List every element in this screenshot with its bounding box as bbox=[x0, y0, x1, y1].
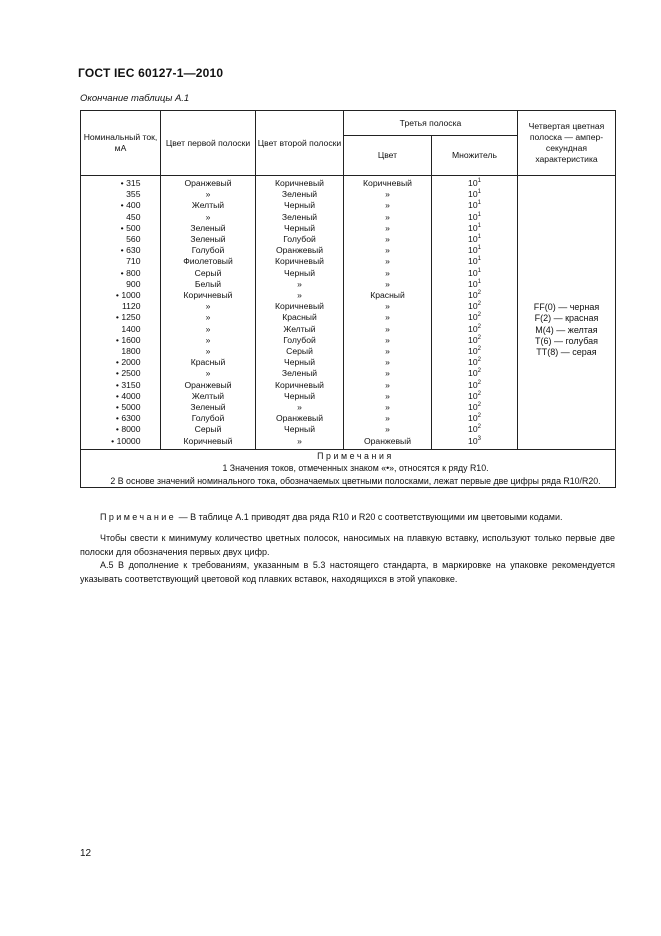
multiplier-base: 10 bbox=[468, 178, 478, 188]
multiplier-base: 10 bbox=[468, 346, 478, 357]
multiplier-exponent: 1 bbox=[477, 178, 481, 184]
multiplier-exponent: 1 bbox=[477, 211, 481, 218]
fourth-stripe-value: F(2) — красная bbox=[534, 313, 599, 324]
nominal-value: 630 bbox=[126, 245, 141, 256]
multiplier-exponent: 1 bbox=[477, 200, 481, 207]
cell-fourth-stripe bbox=[518, 176, 616, 450]
nominal-value: 710 bbox=[126, 256, 141, 267]
cell-first-stripe: Оранжевый bbox=[161, 176, 256, 190]
cell-second-stripe: » bbox=[256, 436, 344, 450]
header-first-stripe: Цвет первой полоски bbox=[161, 111, 256, 176]
cell-multiplier bbox=[432, 256, 518, 267]
cell-second-stripe: Коричневый bbox=[256, 256, 344, 267]
cell-nominal bbox=[81, 268, 161, 279]
multiplier-exponent: 2 bbox=[477, 312, 481, 319]
cell-third-color: » bbox=[344, 380, 432, 391]
multiplier-exponent: 2 bbox=[477, 357, 481, 364]
cell-first-stripe: Желтый bbox=[161, 200, 256, 211]
cell-first-stripe: » bbox=[161, 301, 256, 312]
cell-nominal bbox=[81, 368, 161, 379]
nominal-value: 10000 bbox=[116, 435, 141, 446]
nominal-value: 1600 bbox=[121, 334, 141, 345]
cell-nominal bbox=[81, 189, 161, 200]
nominal-value: 8000 bbox=[121, 424, 141, 435]
cell-nominal bbox=[81, 424, 161, 435]
r10-bullet: • bbox=[115, 402, 119, 413]
notes-title: Примечания bbox=[317, 450, 394, 461]
cell-first-stripe: Коричневый bbox=[161, 436, 256, 450]
cell-nominal bbox=[81, 301, 161, 312]
nominal-value: 560 bbox=[126, 234, 141, 245]
cell-third-color: » bbox=[344, 357, 432, 368]
cell-nominal bbox=[81, 436, 161, 450]
table-caption: Окончание таблицы А.1 bbox=[80, 93, 190, 104]
cell-multiplier bbox=[432, 424, 518, 435]
cell-second-stripe: Голубой bbox=[256, 335, 344, 346]
nominal-value: 500 bbox=[126, 222, 141, 233]
cell-multiplier bbox=[432, 234, 518, 245]
r10-bullet: • bbox=[115, 379, 119, 390]
table-row bbox=[81, 176, 616, 190]
cell-multiplier bbox=[432, 402, 518, 413]
cell-multiplier bbox=[432, 279, 518, 290]
cell-multiplier bbox=[432, 391, 518, 402]
r10-bullet: • bbox=[115, 357, 119, 368]
r10-bullet: • bbox=[120, 200, 124, 211]
cell-first-stripe: » bbox=[161, 368, 256, 379]
header-third-multiplier: Множитель bbox=[432, 136, 518, 176]
multiplier-exponent: 1 bbox=[477, 256, 481, 263]
r10-bullet: • bbox=[115, 424, 119, 435]
nominal-value: 355 bbox=[126, 189, 141, 200]
cell-second-stripe: Черный bbox=[256, 357, 344, 368]
cell-multiplier bbox=[432, 176, 518, 190]
multiplier-exponent: 2 bbox=[477, 402, 481, 409]
multiplier-base: 10 bbox=[468, 323, 478, 334]
cell-third-color: » bbox=[344, 346, 432, 357]
fourth-stripe-value: FF(0) — черная bbox=[533, 302, 600, 313]
cell-first-stripe: Красный bbox=[161, 357, 256, 368]
multiplier-exponent: 2 bbox=[477, 290, 481, 297]
header-nominal-current: Номинальный ток, мА bbox=[81, 111, 161, 176]
fourth-stripe-value: T(6) — голубая bbox=[534, 336, 599, 347]
cell-multiplier bbox=[432, 223, 518, 234]
cell-nominal bbox=[81, 290, 161, 301]
cell-third-color: » bbox=[344, 391, 432, 402]
cell-second-stripe: Красный bbox=[256, 312, 344, 323]
cell-nominal bbox=[81, 176, 161, 190]
cell-nominal bbox=[81, 391, 161, 402]
r10-bullet: • bbox=[115, 334, 119, 345]
r10-bullet: • bbox=[115, 312, 119, 323]
cell-multiplier bbox=[432, 301, 518, 312]
cell-nominal bbox=[81, 212, 161, 223]
nominal-value: 1250 bbox=[121, 312, 141, 323]
cell-third-color: » bbox=[344, 312, 432, 323]
cell-nominal bbox=[81, 245, 161, 256]
paragraph-a5: А.5 В дополнение к требованиям, указанным в 5.3 настоящего стандарта, в маркировке на упаковке рекомендуется указывать соответствующий цветовой код плавких вставок, находящихся в этой упаковке. bbox=[80, 560, 615, 584]
document-header: ГОСТ IEC 60127-1—2010 bbox=[78, 66, 224, 80]
cell-multiplier bbox=[432, 436, 518, 450]
cell-first-stripe: Зеленый bbox=[161, 234, 256, 245]
multiplier-exponent: 3 bbox=[477, 435, 481, 442]
header-third-color: Цвет bbox=[344, 136, 432, 176]
table-notes bbox=[81, 449, 616, 488]
cell-third-color: » bbox=[344, 223, 432, 234]
cell-second-stripe: Черный bbox=[256, 391, 344, 402]
multiplier-base: 10 bbox=[468, 435, 478, 446]
cell-first-stripe: Голубой bbox=[161, 413, 256, 424]
nominal-value: 3150 bbox=[121, 379, 141, 390]
cell-nominal bbox=[81, 223, 161, 234]
table-body bbox=[81, 176, 616, 488]
note-label: Примечание bbox=[100, 512, 177, 522]
multiplier-exponent: 2 bbox=[477, 334, 481, 341]
cell-first-stripe: Серый bbox=[161, 268, 256, 279]
nominal-value: 2500 bbox=[121, 368, 141, 379]
cell-second-stripe: Коричневый bbox=[256, 301, 344, 312]
cell-first-stripe: Голубой bbox=[161, 245, 256, 256]
cell-multiplier bbox=[432, 413, 518, 424]
cell-nominal bbox=[81, 335, 161, 346]
nominal-value: 800 bbox=[126, 267, 141, 278]
nominal-value: 400 bbox=[126, 200, 141, 211]
cell-second-stripe: » bbox=[256, 290, 344, 301]
cell-second-stripe: Зеленый bbox=[256, 368, 344, 379]
multiplier-base: 10 bbox=[468, 256, 478, 267]
cell-first-stripe: » bbox=[161, 189, 256, 200]
multiplier-exponent: 2 bbox=[477, 390, 481, 397]
cell-third-color: » bbox=[344, 368, 432, 379]
cell-multiplier bbox=[432, 346, 518, 357]
cell-first-stripe: Белый bbox=[161, 279, 256, 290]
cell-third-color: » bbox=[344, 324, 432, 335]
cell-second-stripe: Оранжевый bbox=[256, 245, 344, 256]
note-paragraph bbox=[80, 511, 615, 525]
cell-multiplier bbox=[432, 312, 518, 323]
multiplier-exponent: 1 bbox=[477, 234, 481, 241]
cell-first-stripe: Фиолетовый bbox=[161, 256, 256, 267]
cell-third-color: » bbox=[344, 402, 432, 413]
r10-bullet: • bbox=[120, 178, 124, 188]
note-item: 1 Значения токов, отмеченных знаком «•», относятся к ряду R10. bbox=[222, 463, 489, 474]
cell-third-color: Красный bbox=[344, 290, 432, 301]
cell-first-stripe: Зеленый bbox=[161, 223, 256, 234]
cell-second-stripe: Зеленый bbox=[256, 189, 344, 200]
multiplier-exponent: 1 bbox=[477, 245, 481, 252]
paragraph-min-stripes: Чтобы свести к минимуму количество цветных полосок, наносимых на плавкую вставку, используют только первые две полоски для обозначения первых двух цифр. bbox=[80, 533, 615, 557]
page-number: 12 bbox=[80, 848, 92, 859]
cell-second-stripe: Коричневый bbox=[256, 380, 344, 391]
nominal-value: 1000 bbox=[121, 290, 141, 301]
cell-multiplier bbox=[432, 245, 518, 256]
r10-bullet: • bbox=[120, 222, 124, 233]
cell-multiplier bbox=[432, 357, 518, 368]
multiplier-base: 10 bbox=[468, 200, 478, 211]
cell-third-color: » bbox=[344, 413, 432, 424]
cell-second-stripe: » bbox=[256, 402, 344, 413]
cell-second-stripe: » bbox=[256, 279, 344, 290]
multiplier-exponent: 2 bbox=[477, 368, 481, 375]
multiplier-base: 10 bbox=[468, 189, 478, 200]
multiplier-exponent: 1 bbox=[477, 189, 481, 196]
multiplier-exponent: 2 bbox=[477, 323, 481, 330]
multiplier-base: 10 bbox=[468, 357, 478, 368]
nominal-value: 900 bbox=[126, 278, 141, 289]
multiplier-exponent: 2 bbox=[477, 413, 481, 420]
cell-third-color: » bbox=[344, 245, 432, 256]
multiplier-exponent: 2 bbox=[477, 346, 481, 353]
cell-third-color: Коричневый bbox=[344, 176, 432, 190]
cell-nominal bbox=[81, 312, 161, 323]
cell-multiplier bbox=[432, 290, 518, 301]
cell-third-color: » bbox=[344, 268, 432, 279]
cell-nominal bbox=[81, 324, 161, 335]
nominal-value: 315 bbox=[126, 178, 141, 188]
nominal-value: 1400 bbox=[121, 323, 141, 334]
multiplier-base: 10 bbox=[468, 334, 478, 345]
fourth-stripe-value: M(4) — желтая bbox=[535, 324, 598, 335]
multiplier-base: 10 bbox=[468, 245, 478, 256]
cell-third-color: » bbox=[344, 301, 432, 312]
cell-third-color: » bbox=[344, 189, 432, 200]
cell-first-stripe: Оранжевый bbox=[161, 380, 256, 391]
notes-row bbox=[81, 449, 616, 488]
header-second-stripe: Цвет второй полоски bbox=[256, 111, 344, 176]
note-text: — В таблице А.1 приводят два ряда R10 и R20 с соответствующими им цветовыми кодами. bbox=[176, 512, 563, 522]
cell-third-color: » bbox=[344, 234, 432, 245]
nominal-value: 6300 bbox=[121, 413, 141, 424]
r10-bullet: • bbox=[120, 245, 124, 256]
multiplier-exponent: 2 bbox=[477, 424, 481, 431]
cell-multiplier bbox=[432, 268, 518, 279]
cell-nominal bbox=[81, 413, 161, 424]
cell-third-color: » bbox=[344, 279, 432, 290]
cell-second-stripe: Черный bbox=[256, 424, 344, 435]
cell-first-stripe: Желтый bbox=[161, 391, 256, 402]
cell-multiplier bbox=[432, 335, 518, 346]
r10-bullet: • bbox=[115, 413, 119, 424]
note-item: 2 В основе значений номинального тока, обозначаемых цветными полосками, лежат первые две цифры ряда R10/R20. bbox=[110, 475, 601, 486]
r10-bullet: • bbox=[111, 435, 115, 446]
cell-multiplier bbox=[432, 324, 518, 335]
cell-first-stripe: » bbox=[161, 312, 256, 323]
header-third-stripe: Третья полоска bbox=[344, 111, 518, 136]
multiplier-base: 10 bbox=[468, 290, 478, 301]
cell-nominal bbox=[81, 402, 161, 413]
multiplier-exponent: 1 bbox=[477, 222, 481, 229]
multiplier-exponent: 2 bbox=[477, 379, 481, 386]
cell-first-stripe: » bbox=[161, 324, 256, 335]
cell-second-stripe: Голубой bbox=[256, 234, 344, 245]
cell-first-stripe: » bbox=[161, 346, 256, 357]
cell-nominal bbox=[81, 234, 161, 245]
cell-second-stripe: Оранжевый bbox=[256, 413, 344, 424]
cell-first-stripe: Зеленый bbox=[161, 402, 256, 413]
cell-nominal bbox=[81, 346, 161, 357]
multiplier-base: 10 bbox=[468, 301, 478, 312]
multiplier-exponent: 2 bbox=[477, 301, 481, 308]
color-code-table bbox=[80, 110, 616, 488]
nominal-value: 450 bbox=[126, 211, 141, 222]
cell-second-stripe: Черный bbox=[256, 200, 344, 211]
header-fourth-stripe: Четвертая цветная полоска — ампер-секундная характеристика bbox=[518, 111, 616, 176]
cell-multiplier bbox=[432, 380, 518, 391]
cell-third-color: » bbox=[344, 200, 432, 211]
multiplier-base: 10 bbox=[468, 312, 478, 323]
r10-bullet: • bbox=[115, 290, 119, 301]
cell-nominal bbox=[81, 200, 161, 211]
cell-second-stripe: Зеленый bbox=[256, 212, 344, 223]
cell-third-color: » bbox=[344, 212, 432, 223]
cell-multiplier bbox=[432, 189, 518, 200]
multiplier-base: 10 bbox=[468, 211, 478, 222]
multiplier-base: 10 bbox=[468, 234, 478, 245]
cell-first-stripe: Серый bbox=[161, 424, 256, 435]
multiplier-exponent: 1 bbox=[477, 267, 481, 274]
cell-second-stripe: Серый bbox=[256, 346, 344, 357]
cell-multiplier bbox=[432, 368, 518, 379]
multiplier-exponent: 1 bbox=[477, 278, 481, 285]
cell-first-stripe: Коричневый bbox=[161, 290, 256, 301]
multiplier-base: 10 bbox=[468, 278, 478, 289]
fourth-stripe-value: TT(8) — серая bbox=[536, 347, 597, 358]
r10-bullet: • bbox=[120, 267, 124, 278]
multiplier-base: 10 bbox=[468, 379, 478, 390]
cell-nominal bbox=[81, 256, 161, 267]
cell-nominal bbox=[81, 357, 161, 368]
nominal-value: 5000 bbox=[121, 402, 141, 413]
cell-first-stripe: » bbox=[161, 212, 256, 223]
cell-second-stripe: Коричневый bbox=[256, 176, 344, 190]
multiplier-base: 10 bbox=[468, 424, 478, 435]
multiplier-base: 10 bbox=[468, 222, 478, 233]
cell-third-color: Оранжевый bbox=[344, 436, 432, 450]
cell-nominal bbox=[81, 279, 161, 290]
nominal-value: 1800 bbox=[121, 346, 141, 357]
r10-bullet: • bbox=[115, 368, 119, 379]
multiplier-base: 10 bbox=[468, 368, 478, 379]
cell-multiplier bbox=[432, 212, 518, 223]
multiplier-base: 10 bbox=[468, 390, 478, 401]
multiplier-base: 10 bbox=[468, 402, 478, 413]
cell-second-stripe: Желтый bbox=[256, 324, 344, 335]
r10-bullet: • bbox=[115, 390, 119, 401]
cell-nominal bbox=[81, 380, 161, 391]
nominal-value: 4000 bbox=[121, 390, 141, 401]
cell-second-stripe: Черный bbox=[256, 268, 344, 279]
multiplier-base: 10 bbox=[468, 267, 478, 278]
cell-third-color: » bbox=[344, 424, 432, 435]
cell-third-color: » bbox=[344, 256, 432, 267]
nominal-value: 1120 bbox=[122, 301, 141, 312]
cell-multiplier bbox=[432, 200, 518, 211]
nominal-value: 2000 bbox=[121, 357, 141, 368]
cell-third-color: » bbox=[344, 335, 432, 346]
multiplier-base: 10 bbox=[468, 413, 478, 424]
cell-second-stripe: Черный bbox=[256, 223, 344, 234]
cell-first-stripe: » bbox=[161, 335, 256, 346]
